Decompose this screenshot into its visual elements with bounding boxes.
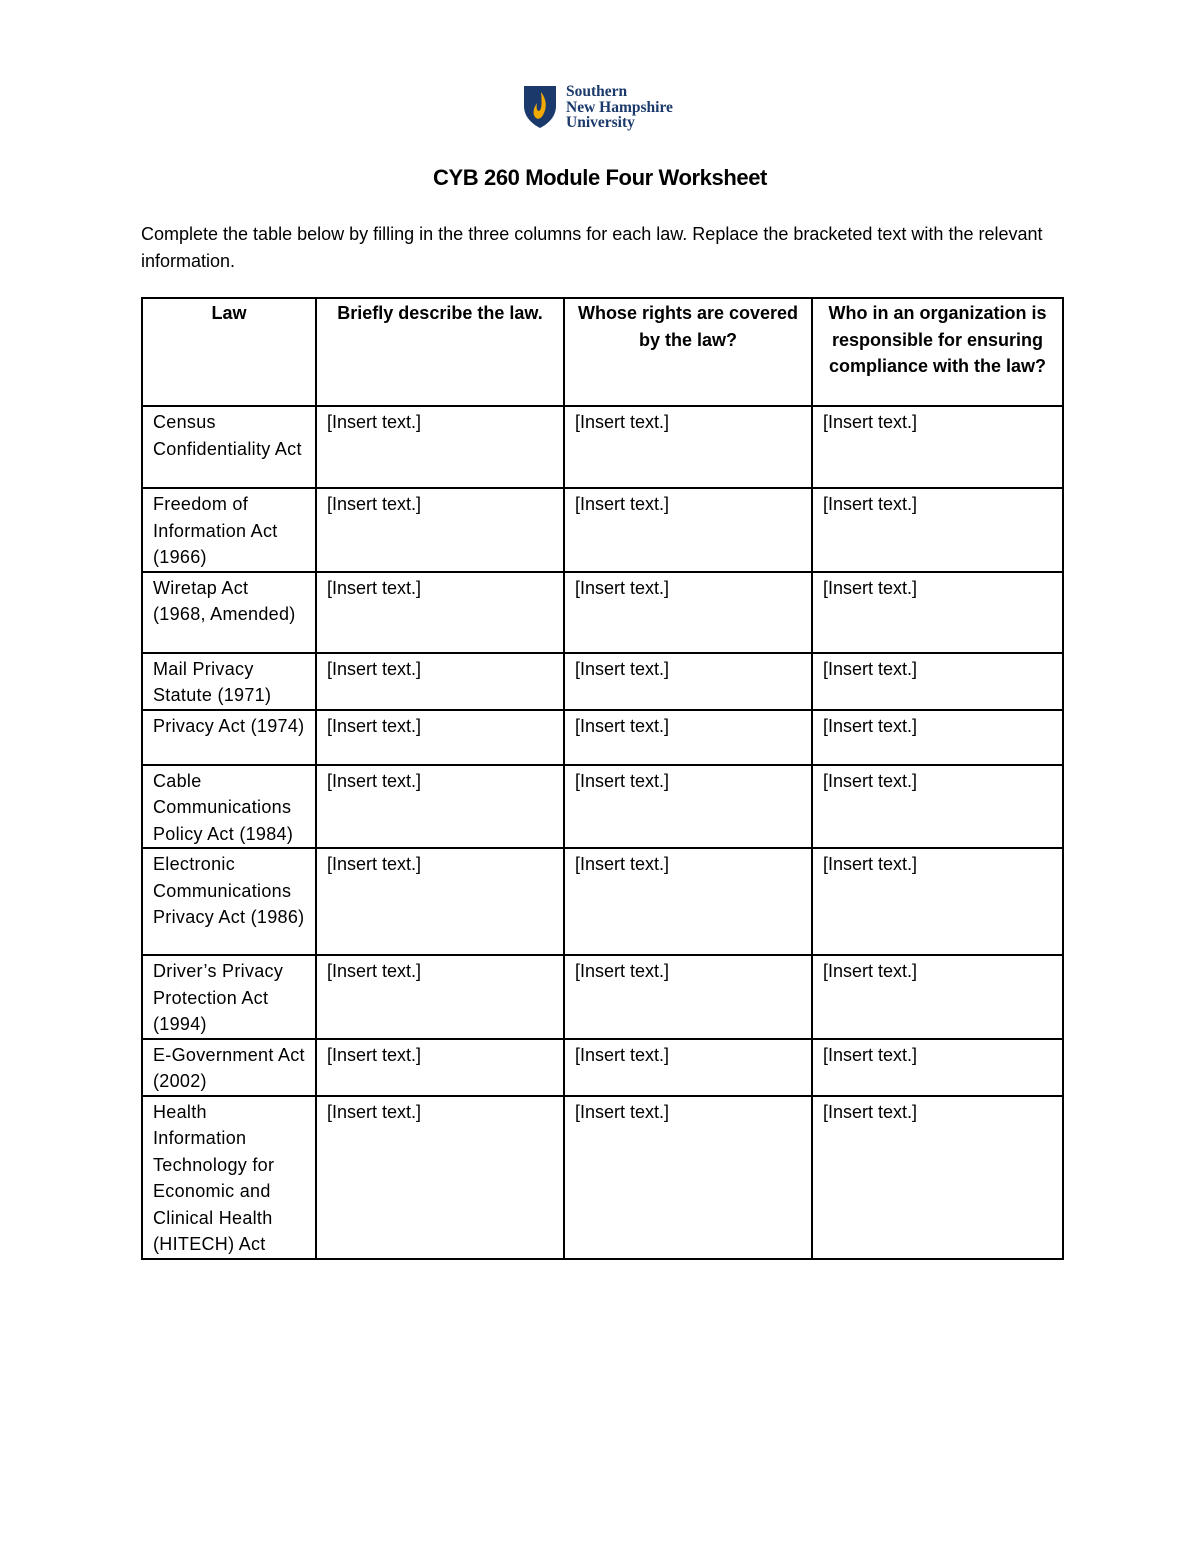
table-header-row bbox=[142, 298, 1063, 406]
describe-cell[interactable]: [Insert text.] bbox=[316, 488, 564, 572]
responsible-cell[interactable]: [Insert text.] bbox=[812, 572, 1063, 653]
rights-cell[interactable]: [Insert text.] bbox=[564, 572, 812, 653]
responsible-cell[interactable]: [Insert text.] bbox=[812, 653, 1063, 710]
responsible-cell[interactable]: [Insert text.] bbox=[812, 406, 1063, 488]
describe-cell[interactable]: [Insert text.] bbox=[316, 765, 564, 849]
law-name-cell: Privacy Act (1974) bbox=[142, 710, 316, 765]
rights-cell[interactable]: [Insert text.] bbox=[564, 710, 812, 765]
table-row bbox=[142, 1096, 1063, 1259]
header-describe: Briefly describe the law. bbox=[316, 298, 564, 406]
header-law: Law bbox=[142, 298, 316, 406]
responsible-cell[interactable]: [Insert text.] bbox=[812, 710, 1063, 765]
describe-cell[interactable]: [Insert text.] bbox=[316, 1039, 564, 1096]
rights-cell[interactable]: [Insert text.] bbox=[564, 488, 812, 572]
law-name-cell: Cable Communications Policy Act (1984) bbox=[142, 765, 316, 849]
logo-line-2: New Hampshire bbox=[566, 98, 673, 116]
responsible-cell[interactable]: [Insert text.] bbox=[812, 848, 1063, 955]
table-row bbox=[142, 1039, 1063, 1096]
law-name-cell: Mail Privacy Statute (1971) bbox=[142, 653, 316, 710]
law-name-cell: E-Government Act (2002) bbox=[142, 1039, 316, 1096]
table-row bbox=[142, 488, 1063, 572]
header-responsible: Who in an organization is responsible for ensuring compliance with the law? bbox=[812, 298, 1063, 406]
instructions-paragraph: Complete the table below by filling in the three columns for each law. Replace the bracketed text with the relevant information. bbox=[141, 224, 1043, 271]
logo-line-1: Southern bbox=[566, 83, 628, 100]
rights-cell[interactable]: [Insert text.] bbox=[564, 765, 812, 849]
table-row bbox=[142, 765, 1063, 849]
law-name-cell: Health Information Technology for Economic and Clinical Health (HITECH) Act bbox=[142, 1096, 316, 1259]
describe-cell[interactable]: [Insert text.] bbox=[316, 848, 564, 955]
describe-cell[interactable]: [Insert text.] bbox=[316, 955, 564, 1039]
rights-cell[interactable]: [Insert text.] bbox=[564, 955, 812, 1039]
rights-cell[interactable]: [Insert text.] bbox=[564, 1096, 812, 1259]
table-row bbox=[142, 710, 1063, 765]
law-name-cell: Wiretap Act (1968, Amended) bbox=[142, 572, 316, 653]
logo-line-3: University bbox=[566, 114, 635, 131]
law-name-cell: Electronic Communications Privacy Act (1986) bbox=[142, 848, 316, 955]
law-name-cell: Census Confidentiality Act bbox=[142, 406, 316, 488]
describe-cell[interactable]: [Insert text.] bbox=[316, 653, 564, 710]
table-row bbox=[142, 653, 1063, 710]
describe-cell[interactable]: [Insert text.] bbox=[316, 710, 564, 765]
laws-table bbox=[141, 297, 1064, 1260]
rights-cell[interactable]: [Insert text.] bbox=[564, 653, 812, 710]
describe-cell[interactable]: [Insert text.] bbox=[316, 1096, 564, 1259]
rights-cell[interactable]: [Insert text.] bbox=[564, 1039, 812, 1096]
university-logo bbox=[522, 84, 692, 134]
logo-wordmark bbox=[566, 84, 673, 131]
table-row bbox=[142, 406, 1063, 488]
responsible-cell[interactable]: [Insert text.] bbox=[812, 1096, 1063, 1259]
shield-flame-icon bbox=[522, 84, 558, 130]
rights-cell[interactable]: [Insert text.] bbox=[564, 848, 812, 955]
responsible-cell[interactable]: [Insert text.] bbox=[812, 1039, 1063, 1096]
law-name-cell: Freedom of Information Act (1966) bbox=[142, 488, 316, 572]
law-name-cell: Driver’s Privacy Protection Act (1994) bbox=[142, 955, 316, 1039]
describe-cell[interactable]: [Insert text.] bbox=[316, 406, 564, 488]
header-rights: Whose rights are covered by the law? bbox=[564, 298, 812, 406]
table-row bbox=[142, 572, 1063, 653]
responsible-cell[interactable]: [Insert text.] bbox=[812, 955, 1063, 1039]
page-title: CYB 260 Module Four Worksheet bbox=[433, 165, 767, 190]
describe-cell[interactable]: [Insert text.] bbox=[316, 572, 564, 653]
table-row bbox=[142, 955, 1063, 1039]
rights-cell[interactable]: [Insert text.] bbox=[564, 406, 812, 488]
table-row bbox=[142, 848, 1063, 955]
responsible-cell[interactable]: [Insert text.] bbox=[812, 765, 1063, 849]
responsible-cell[interactable]: [Insert text.] bbox=[812, 488, 1063, 572]
